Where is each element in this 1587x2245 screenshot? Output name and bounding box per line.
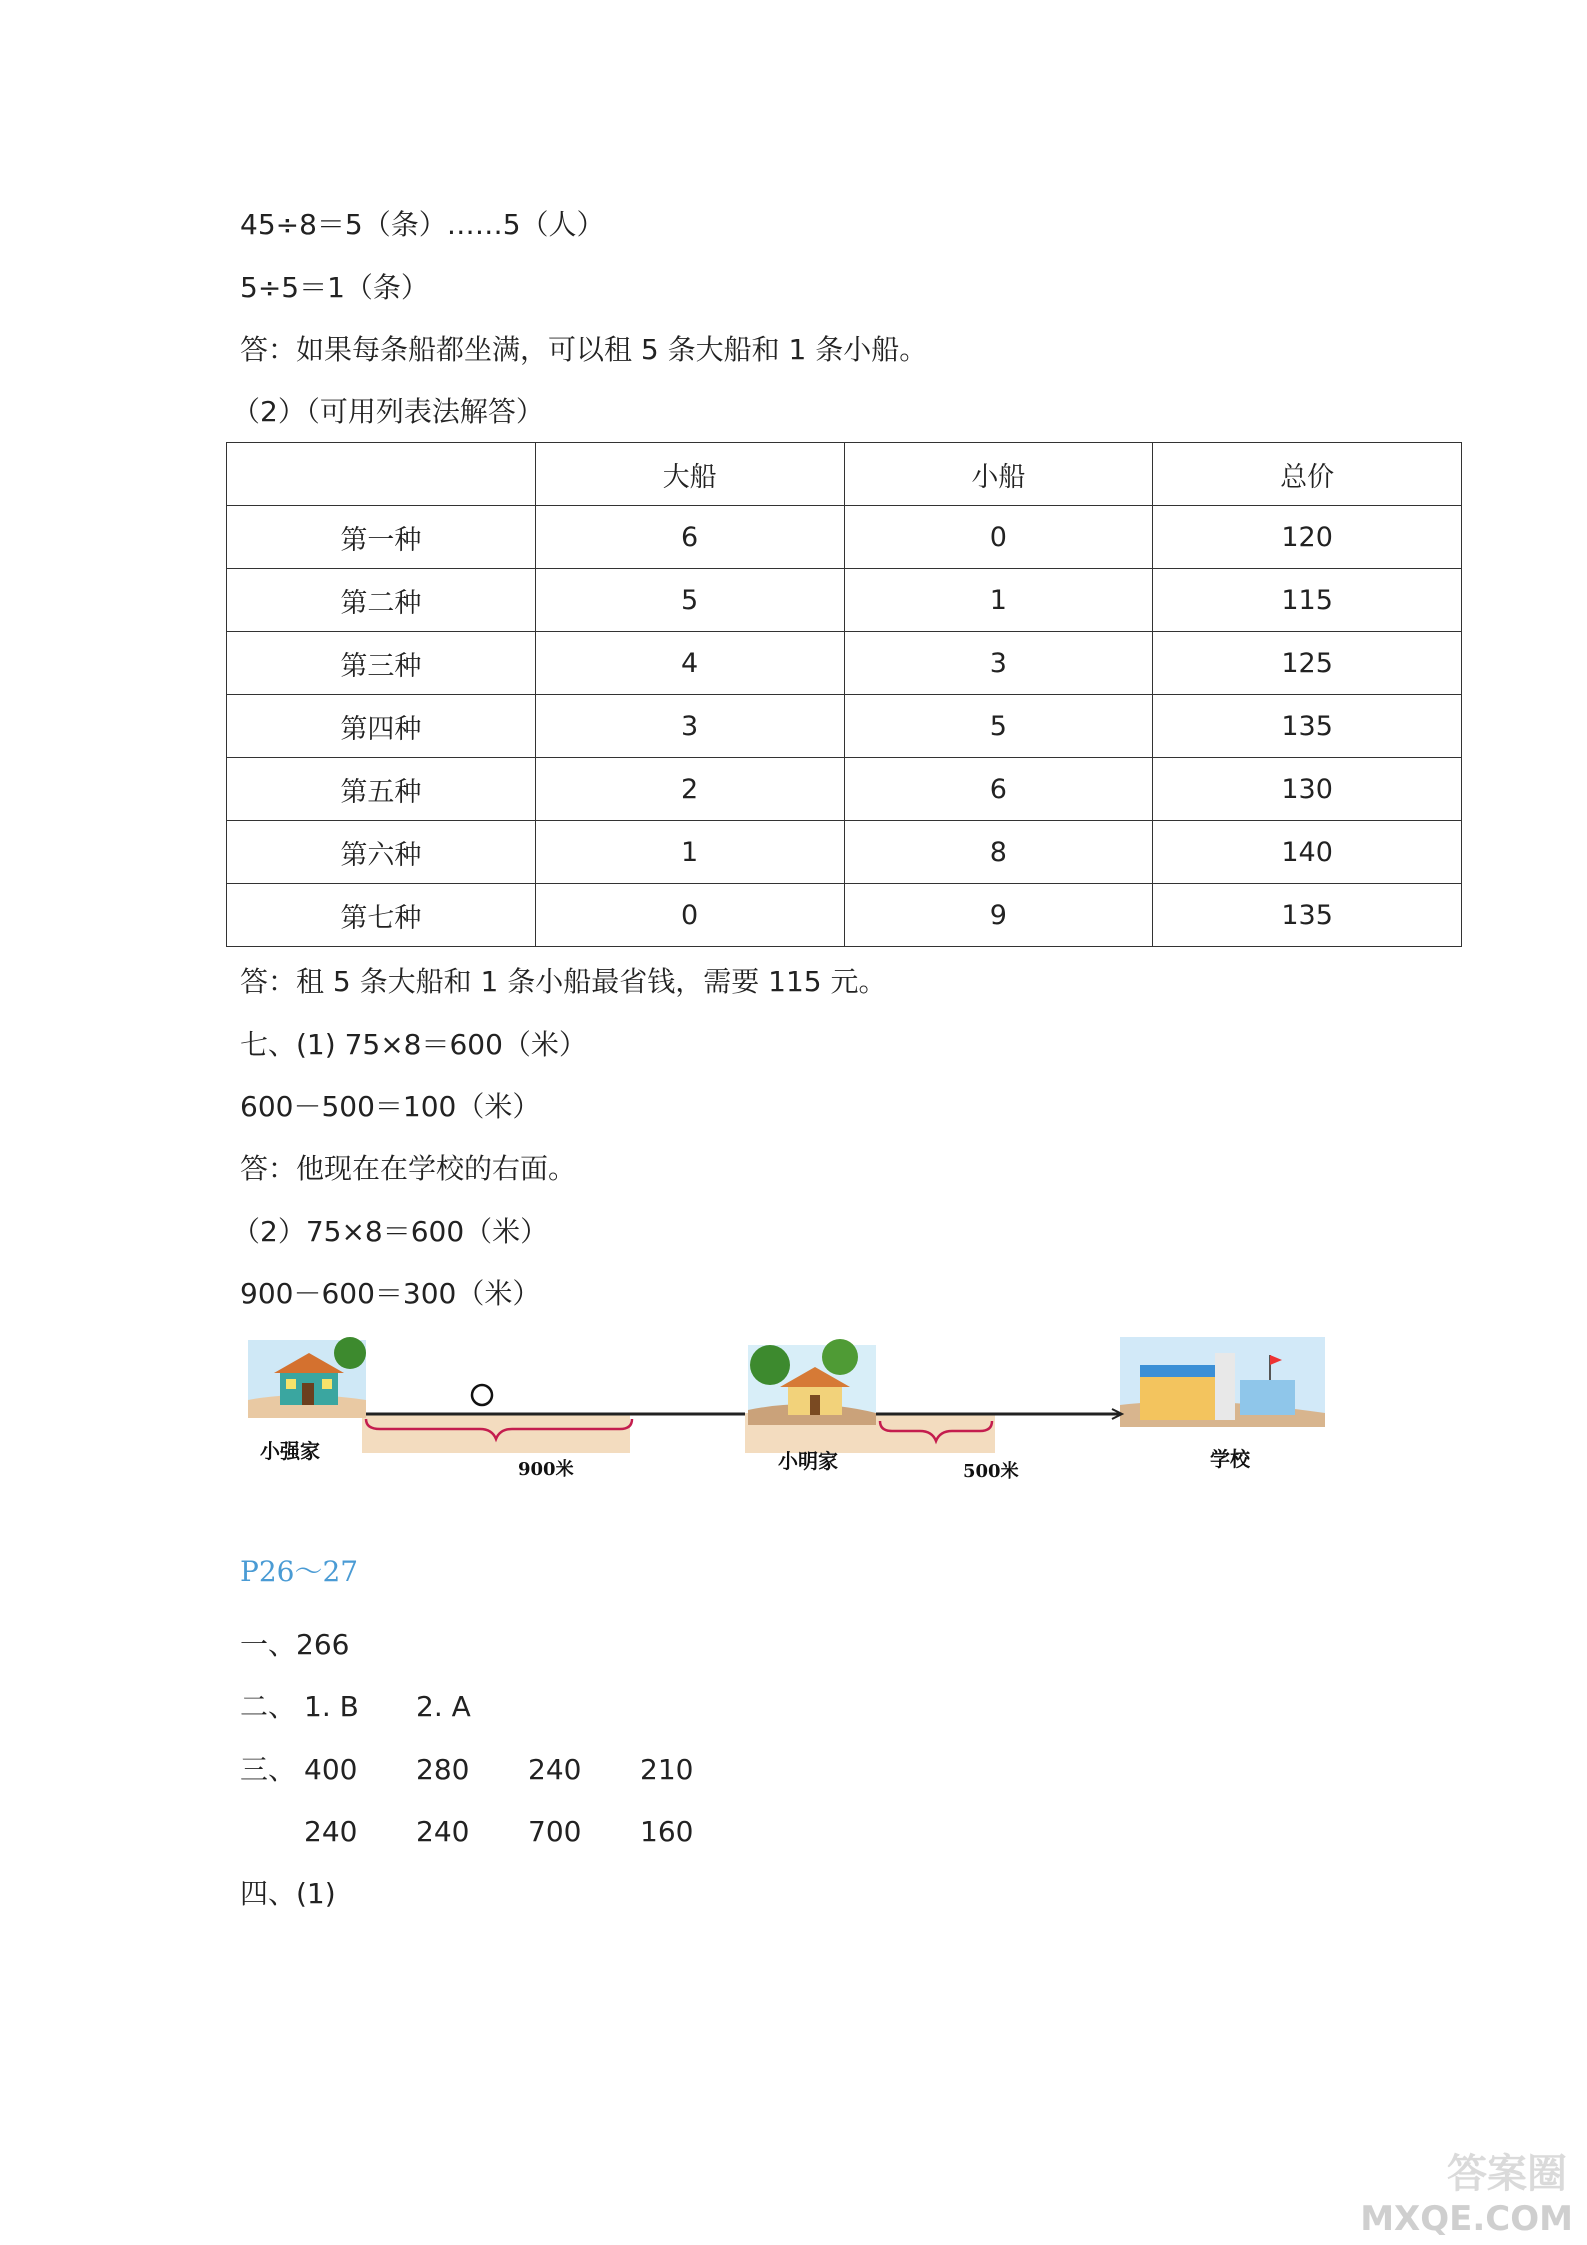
- middle-house-icon: [748, 1339, 876, 1425]
- answer-row: [240, 1750, 752, 1790]
- equation-line: 七、(1) 75×8＝600（米）: [240, 1028, 587, 1061]
- table-cell: 3: [844, 632, 1153, 695]
- table-cell: 9: [844, 884, 1153, 947]
- table-cell: 120: [1153, 506, 1462, 569]
- answer-line: 一、266: [240, 1628, 350, 1661]
- table-cell: 第六种: [227, 821, 536, 884]
- ground-band: [362, 1413, 630, 1453]
- table-cell: 115: [1153, 569, 1462, 632]
- table-cell: 第五种: [227, 758, 536, 821]
- position-marker-icon: [472, 1385, 492, 1405]
- equation-line: 600－500＝100（米）: [240, 1090, 541, 1123]
- subquestion-line: （2）（可用列表法解答）: [232, 395, 544, 428]
- table-cell: 135: [1153, 695, 1462, 758]
- table-cell: 第一种: [227, 506, 536, 569]
- table-cell: 3: [535, 695, 844, 758]
- watermark-url: MXQE.COM: [1360, 2199, 1573, 2239]
- table-row: [227, 695, 1462, 758]
- answer-line: 答：租 5 条大船和 1 条小船最省钱，需要 115 元。: [240, 965, 887, 998]
- answer-row: [240, 1812, 752, 1852]
- table-header-row: [227, 443, 1462, 506]
- table-cell: 2: [535, 758, 844, 821]
- table-row: [227, 821, 1462, 884]
- home-house-icon: [248, 1337, 366, 1418]
- equation-line: 45÷8＝5（条）……5（人）: [240, 208, 605, 241]
- segment-label: 900米: [518, 1459, 574, 1480]
- table-cell: 0: [535, 884, 844, 947]
- table-cell: 4: [535, 632, 844, 695]
- answer-item: 210: [640, 1753, 694, 1786]
- watermark-logo: 答案圈: [1447, 2151, 1567, 2197]
- answer-item: 2. A: [416, 1690, 471, 1723]
- table-header-cell: [227, 443, 536, 506]
- answer-item: 240: [528, 1753, 582, 1786]
- table-row: [227, 569, 1462, 632]
- question-number: 二、: [240, 1690, 297, 1723]
- table-cell: 1: [844, 569, 1153, 632]
- plan-table: [226, 442, 1462, 947]
- answer-item: 240: [416, 1815, 470, 1848]
- answer-item: 280: [416, 1753, 470, 1786]
- table-cell: 125: [1153, 632, 1462, 695]
- answer-item: 160: [640, 1815, 694, 1848]
- table-cell: 5: [535, 569, 844, 632]
- table-cell: 130: [1153, 758, 1462, 821]
- answer-item: 400: [304, 1753, 358, 1786]
- table-row: [227, 506, 1462, 569]
- table-header-cell: 大船: [535, 443, 844, 506]
- section-heading: P26～27: [240, 1555, 359, 1588]
- answer-item: 240: [304, 1815, 358, 1848]
- table-cell: 1: [535, 821, 844, 884]
- table-cell: 6: [535, 506, 844, 569]
- table-header-cell: 小船: [844, 443, 1153, 506]
- answer-item: 1. B: [304, 1690, 359, 1723]
- answer-item: 700: [528, 1815, 582, 1848]
- table-cell: 第四种: [227, 695, 536, 758]
- equation-line: 5÷5＝1（条）: [240, 271, 429, 304]
- question-number: 三、: [240, 1753, 297, 1786]
- table-cell: 135: [1153, 884, 1462, 947]
- table-row: [227, 758, 1462, 821]
- home-label: 小强家: [260, 1439, 320, 1463]
- school-label: 学校: [1210, 1447, 1250, 1471]
- table-cell: 5: [844, 695, 1153, 758]
- middle-label: 小明家: [778, 1449, 838, 1473]
- table-cell: 8: [844, 821, 1153, 884]
- table-cell: 6: [844, 758, 1153, 821]
- answer-row: [240, 1687, 471, 1727]
- table-row: [227, 632, 1462, 695]
- school-building-icon: [1120, 1337, 1325, 1427]
- answer-line: 答：如果每条船都坐满，可以租 5 条大船和 1 条小船。: [240, 333, 928, 366]
- route-diagram: [240, 1335, 1340, 1495]
- table-row: [227, 884, 1462, 947]
- answer-line: 答：他现在在学校的右面。: [240, 1152, 577, 1185]
- table-cell: 第二种: [227, 569, 536, 632]
- table-cell: 140: [1153, 821, 1462, 884]
- table-cell: 第七种: [227, 884, 536, 947]
- equation-line: （2）75×8＝600（米）: [232, 1215, 549, 1248]
- table-cell: 第三种: [227, 632, 536, 695]
- answer-line: 四、(1): [240, 1877, 336, 1910]
- equation-line: 900－600＝300（米）: [240, 1277, 541, 1310]
- segment-label: 500米: [963, 1461, 1019, 1482]
- table-header-cell: 总价: [1153, 443, 1462, 506]
- table-cell: 0: [844, 506, 1153, 569]
